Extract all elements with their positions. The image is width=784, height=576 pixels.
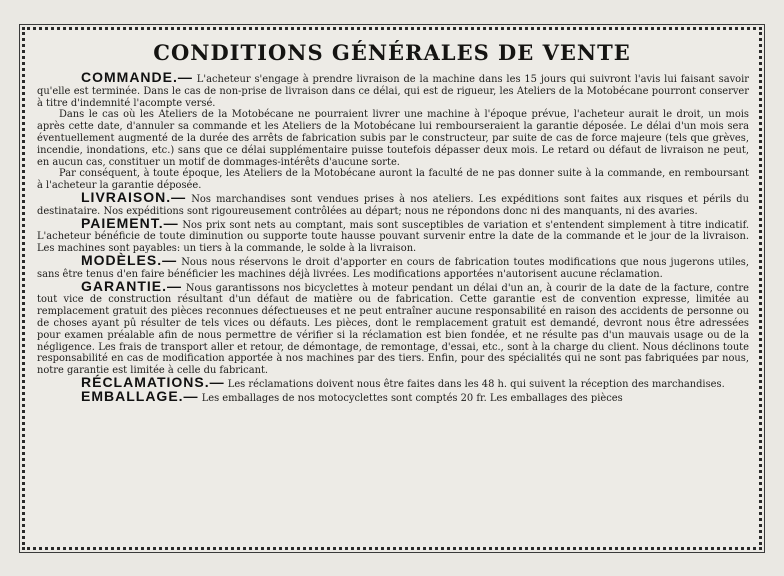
heading-emballage: EMBALLAGE.— [81, 387, 199, 404]
section-modeles [37, 251, 749, 281]
heading-paiement: PAIEMENT.— [81, 214, 179, 231]
heading-commande: COMMANDE.— [81, 69, 193, 85]
text-commande: L'acheteur s'engage à prendre livraison de la machine dans les 15 jours qui suivront l'avis lui faisant savoir qu'elle est terminée. Dans le cas de non-prise de livraison dans ce délai, qui est de rigueur, les Ateliers de la Motobécane pourront conserver à titre d'indemnité l'acompte versé. [37, 74, 749, 109]
document-frame [22, 27, 762, 550]
heading-modeles: MODÈLES.— [81, 251, 178, 268]
heading-livraison: LIVRAISON.— [81, 188, 187, 205]
text-garantie: Nous garantissons nos bicyclettes à moteur pendant un délai d'un an, à courir de la date de la facture, contre tout vice de construction résultant d'un défaut de matière ou de fabrication. Cette garantie est de convention expresse, limitée au remplacement gratuit des pièces reconnues défectueuses et ne peut entraîner aucune responsabilité en raison des accidents de personne ou de choses ayant pû résulter de tels vices ou défauts. Les pièces, dont le remplacement gratuit est demandé, devront nous être adressées pour examen préalable afin de nous permettre de vérifier si la réclamation est bien fondée, et ne résulte pas d'un mauvais usage ou de la négligence. Les frais de transport aller et retour, de démontage, de remontage, d'essai, etc., sont à la charge du client. Nous déclinons toute responsabilité en cas de modification apportée à nos machines par des tiers. Enfin, pour des spécialités qui ne sont pas fabriquées par nous, notre garantie est limitée à celle du fabricant. [37, 282, 749, 377]
paragraph-commande-2: Dans le cas où les Ateliers de la Motobécane ne pourraient livrer une machine à l'époque prévue, l'acheteur aurait le droit, un mois après cette date, d'annuler sa commande et les Ateliers de la Motobécane lui rembourseraient la garantie déposée. Le délai d'un mois sera éventuellement augmenté de la durée des arrêts de fabrication subis par le constructeur, par suite de cas de force majeure (tels que grèves, incendie, inondations, etc.) sans que ce délai supplémentaire puisse toutefois dépasser deux mois. Le retard ou défaut de livraison ne peut, en aucun cas, constituer un motif de dommages-intérêts d'aucune sorte. [37, 109, 749, 168]
text-modeles: Nous nous réservons le droit d'apporter en cours de fabrication toutes modifications que nous jugerons utiles, sans être tenus d'en faire bénéficier les machines déjà livrées. Les modifications apportées n'autorisent aucune réclamation. [37, 256, 749, 280]
text-emballage: Les emballages de nos motocyclettes sont comptés 20 fr. Les emballages des pièces [201, 392, 623, 404]
paragraph-commande-3: Par conséquent, à toute époque, les Ateliers de la Motobécane auront la faculté de ne pas donner suite à la commande, en remboursant à l'acheteur la garantie déposée. [37, 168, 749, 192]
text-paiement: Nos prix sont nets au comptant, mais sont susceptibles de variation et s'entendent simplement à titre indicatif. L'acheteur bénéficie de toute diminution ou supporte toute hausse pouvant survenir entre la date de la commande et le jour de la livraison. Les machines sont payables: un tiers à la commande, le solde à la livraison. [37, 219, 750, 255]
text-reclamations: Les réclamations doivent nous être faites dans les 48 h. qui suivent la réception des marchandises. [227, 378, 725, 390]
heading-garantie: GARANTIE.— [81, 277, 182, 294]
heading-reclamations: RÉCLAMATIONS.— [81, 373, 225, 390]
document-title: CONDITIONS GÉNÉRALES DE VENTE [153, 40, 631, 65]
section-livraison [37, 188, 749, 218]
section-paiement [37, 214, 750, 255]
section-emballage [37, 387, 749, 405]
section-garantie [37, 277, 749, 377]
document-body [37, 69, 750, 405]
text-livraison: Nos marchandises sont vendues prises à nos ateliers. Les expéditions sont faites aux risques et périls du destinataire. Nos expéditions sont rigoureusement contrôlées au départ; nous ne répondons donc ni des manquants, ni des avaries. [37, 193, 749, 217]
section-commande [37, 69, 749, 109]
